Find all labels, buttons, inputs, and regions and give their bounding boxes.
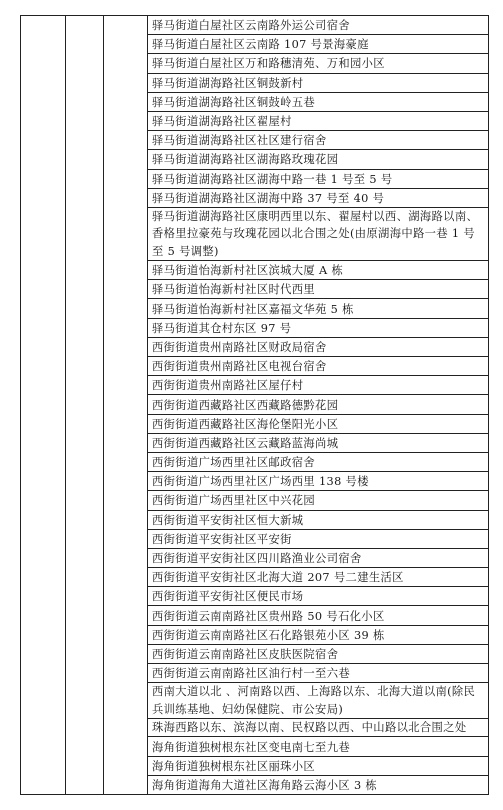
address-cell: 驿马街道怡海新村社区嘉福文华苑 5 栋: [148, 299, 489, 318]
blank-column-3: [104, 16, 148, 795]
address-cell: 驿马街道怡海新村社区时代西里: [148, 280, 489, 299]
address-table-body: [21, 16, 489, 795]
address-cell: 西街街道西藏路社区西藏路德黔花园: [148, 395, 489, 414]
address-cell: 西街街道贵州南路社区屋仔村: [148, 376, 489, 395]
address-cell: 西街街道广场西里社区邮政宿舍: [148, 452, 489, 471]
address-cell: 驿马街道湖海路社区湖海中路一巷 1 号至 5 号: [148, 169, 489, 188]
address-cell: 西街街道平安街社区北海大道 207 号二建生活区: [148, 568, 489, 587]
address-table: [20, 15, 489, 795]
address-cell: 海角街道独树根东社区丽珠小区: [148, 756, 489, 775]
address-cell: 珠海西路以东、滨海以南、民权路以西、中山路以北合围之处: [148, 719, 489, 737]
address-cell: 西街街道云南南路社区皮肤医院宿舍: [148, 644, 489, 663]
address-cell: 西街街道西藏路社区云藏路蓝海尚城: [148, 433, 489, 452]
address-cell: 驿马街道怡海新村社区滨城大厦 A 栋: [148, 261, 489, 280]
address-cell: 驿马街道其仓村东区 97 号: [148, 318, 489, 337]
address-cell: 海角街道海角大道社区海角路云海小区 3 栋: [148, 775, 489, 794]
address-cell: 驿马街道湖海路社区湖海路玫瑰花园: [148, 150, 489, 169]
address-cell: 西街街道云南南路社区油行村一至六巷: [148, 664, 489, 683]
address-cell: 西街街道西藏路社区海伦堡阳光小区: [148, 414, 489, 433]
address-cell: 驿马街道白屋社区云南路 107 号景海豪庭: [148, 35, 489, 54]
address-cell: 西街街道平安街社区四川路渔业公司宿舍: [148, 548, 489, 567]
address-cell: 西街街道贵州南路社区财政局宿舍: [148, 337, 489, 356]
address-cell: 海角街道独树根东社区变电南七至九巷: [148, 737, 489, 756]
blank-column-1: [21, 16, 66, 795]
table-row: [21, 16, 489, 35]
address-cell: 西南大道以北 、河南路以西、上海路以东、北海大道以南(除民兵训练基地、妇幼保健院、市公安局): [148, 683, 489, 719]
address-cell: 驿马街道白屋社区万和路穗清苑、万和园小区: [148, 54, 489, 73]
address-cell: 驿马街道湖海路社区社区建行宿舍: [148, 131, 489, 150]
address-cell: 驿马街道湖海路社区湖海中路 37 号至 40 号: [148, 188, 489, 207]
address-cell: 驿马街道湖海路社区铜鼓岭五巷: [148, 92, 489, 111]
address-cell: 西街街道平安街社区平安街: [148, 529, 489, 548]
address-cell: 西街街道云南南路社区石化路银苑小区 39 栋: [148, 625, 489, 644]
address-cell: 驿马街道湖海路社区翟屋村: [148, 111, 489, 130]
address-cell: 西街街道广场西里社区广场西里 138 号楼: [148, 472, 489, 491]
address-cell: 西街街道云南南路社区贵州路 50 号石化小区: [148, 606, 489, 625]
address-cell: 西街街道平安街社区便民市场: [148, 587, 489, 606]
address-cell: 西街街道贵州南路社区电视台宿舍: [148, 357, 489, 376]
blank-column-2: [66, 16, 104, 795]
address-cell: 驿马街道湖海路社区铜鼓新村: [148, 73, 489, 92]
address-cell: 驿马街道白屋社区云南路外运公司宿舍: [148, 16, 489, 35]
address-cell: 西街街道广场西里社区中兴花园: [148, 491, 489, 510]
address-cell: 西街街道平安街社区恒大新城: [148, 510, 489, 529]
address-cell: 驿马街道湖海路社区康明西里以东、翟屋村以西、湖海路以南、香格里拉豪苑与玫瑰花园以北合围之处(由原湖海中路一巷 1 号至 5 号调整): [148, 207, 489, 260]
